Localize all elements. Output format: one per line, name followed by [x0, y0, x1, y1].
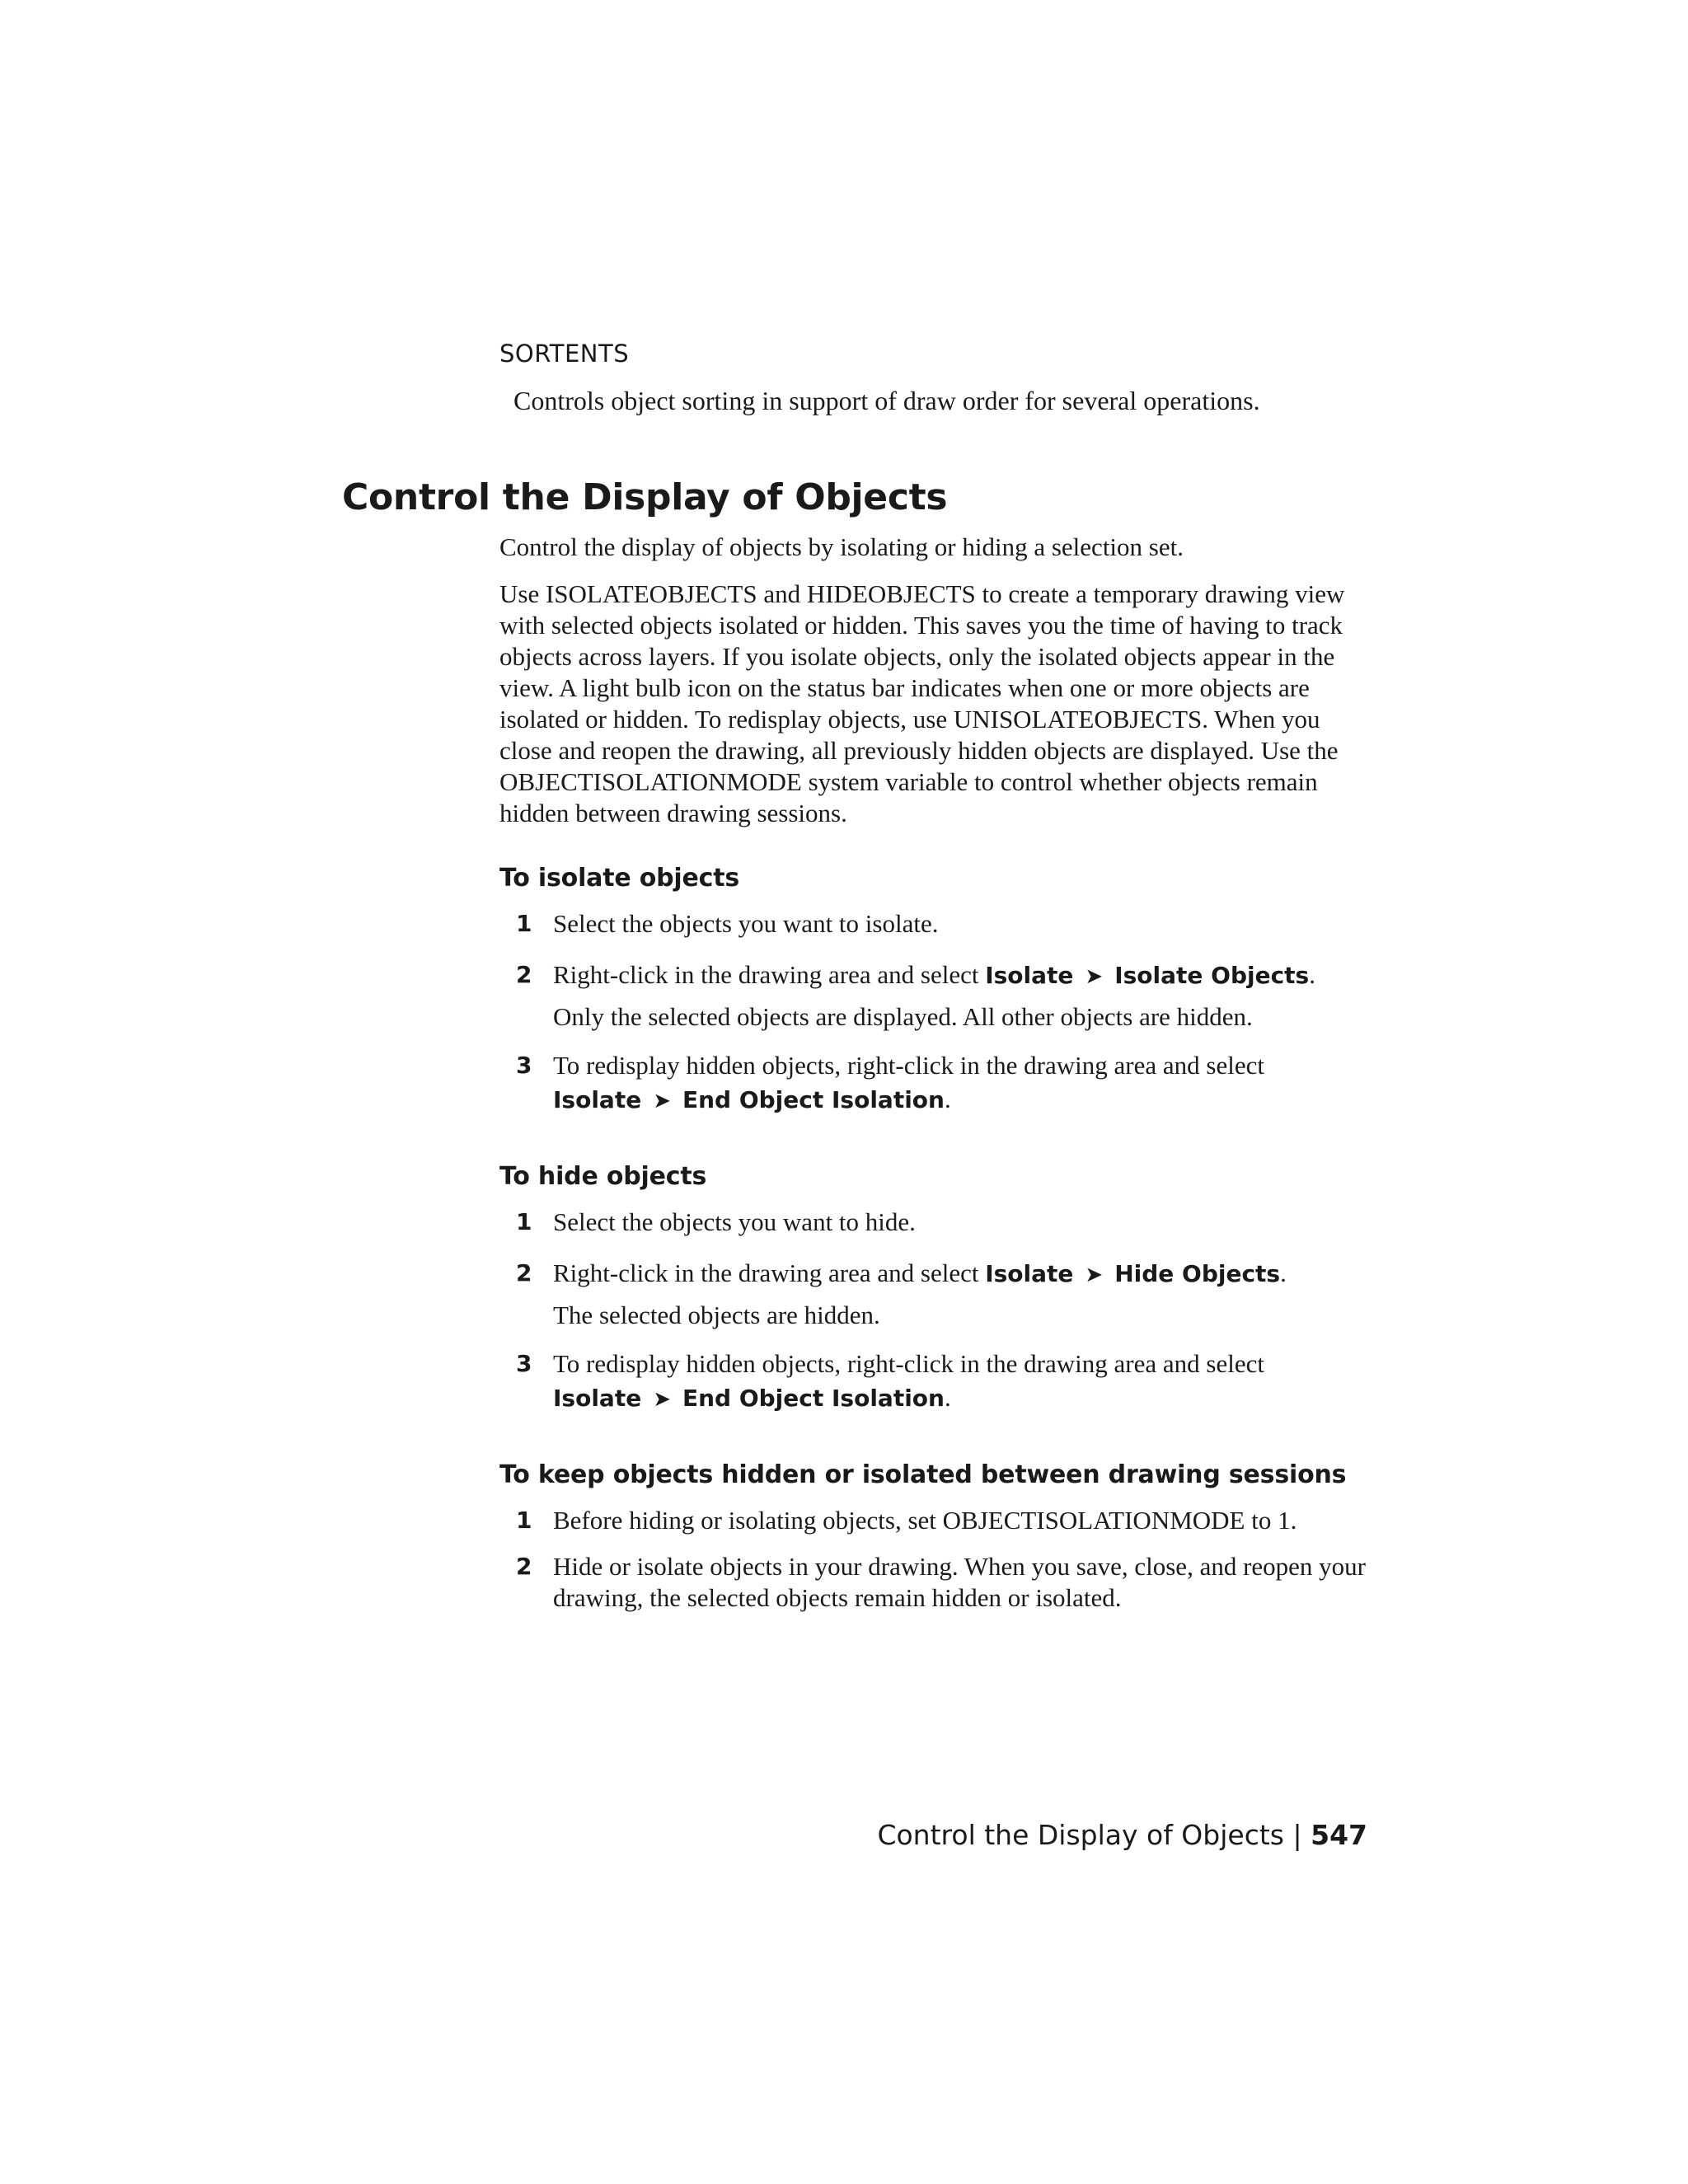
keep-step-1 [499, 1503, 1375, 1537]
sortents-description: Controls object sorting in support of draw order for several operations. [513, 386, 1260, 415]
menu-end-object-isolation: End Object Isolation [682, 1385, 945, 1412]
menu-isolate: Isolate [985, 962, 1074, 989]
step-text [553, 958, 1375, 994]
step-text-prefix: To redisplay hidden objects, right-click in the drawing area and select [553, 1051, 1264, 1080]
footer-separator: | [1292, 1819, 1302, 1851]
step-text [553, 1347, 1375, 1417]
step-number: 3 [516, 1052, 532, 1079]
menu-arrow-icon: ➤ [653, 1387, 671, 1412]
step-number: 2 [516, 1259, 532, 1286]
step-note: The selected objects are hidden. [553, 1301, 880, 1329]
menu-end-object-isolation: End Object Isolation [682, 1086, 945, 1113]
menu-isolate: Isolate [553, 1385, 642, 1412]
step-text-suffix: . [944, 1085, 951, 1113]
step-text-prefix: Right-click in the drawing area and select [553, 960, 986, 989]
step-number: 3 [516, 1350, 532, 1377]
hide-step-3 [499, 1347, 1375, 1417]
step-text: Hide or isolate objects in your drawing. When you save, close, and reopen your drawing, the selected objects remain hidden or isolated. [553, 1552, 1366, 1612]
keep-heading: To keep objects hidden or isolated between drawing sessions [499, 1460, 1347, 1489]
page-number: 547 [1311, 1819, 1367, 1851]
section-title: Control the Display of Objects [342, 476, 948, 518]
hide-step-1 [499, 1205, 1375, 1239]
step-text-prefix: Right-click in the drawing area and select [553, 1258, 986, 1287]
isolate-heading: To isolate objects [499, 864, 740, 893]
hide-heading: To hide objects [499, 1162, 707, 1191]
step-text: Before hiding or isolating objects, set OBJECTISOLATIONMODE to 1. [553, 1506, 1297, 1535]
isolate-step-2 [499, 958, 1375, 1033]
step-number: 1 [516, 1208, 532, 1235]
step-text-suffix: . [944, 1383, 951, 1412]
sortents-term: SORTENTS [499, 340, 630, 368]
step-text-suffix: . [1280, 1258, 1287, 1287]
step-number: 2 [516, 961, 532, 988]
step-number: 1 [516, 1507, 532, 1534]
menu-isolate: Isolate [553, 1086, 642, 1113]
menu-arrow-icon: ➤ [1085, 964, 1104, 989]
step-number: 2 [516, 1553, 532, 1580]
step-text: Select the objects you want to hide. [553, 1207, 916, 1236]
menu-isolate-objects: Isolate Objects [1114, 962, 1310, 989]
menu-arrow-icon: ➤ [1085, 1263, 1104, 1287]
isolate-step-1 [499, 907, 1375, 940]
step-text [553, 1256, 1375, 1292]
step-text: Select the objects you want to isolate. [553, 909, 939, 938]
section-intro: Control the display of objects by isolating or hiding a selection set. [499, 532, 1184, 561]
step-text-prefix: To redisplay hidden objects, right-click in the drawing area and select [553, 1349, 1264, 1378]
step-note: Only the selected objects are displayed. All other objects are hidden. [553, 1002, 1253, 1031]
step-number: 1 [516, 910, 532, 937]
footer-title: Control the Display of Objects [877, 1819, 1284, 1851]
page-footer [877, 1819, 1367, 1851]
keep-step-2 [499, 1551, 1375, 1614]
step-text [553, 1048, 1375, 1118]
menu-isolate: Isolate [985, 1260, 1074, 1287]
menu-arrow-icon: ➤ [653, 1089, 671, 1113]
section-body-paragraph: Use ISOLATEOBJECTS and HIDEOBJECTS to create a temporary drawing view with selected objects isolated or hidden. This saves you the time of having to track objects across layers. If you isolate objects, only the isolated objects appear in the view. A light bulb icon on the status bar indicates when one or more objects are isolated or hidden. To redisplay objects, use UNISOLATEOBJECTS. When you close and reopen the drawing, all previously hidden objects are displayed. Use the OBJECTISOLATIONMODE system variable to control whether objects remain hidden between drawing sessions. [499, 579, 1345, 827]
isolate-step-3 [499, 1048, 1375, 1118]
menu-hide-objects: Hide Objects [1114, 1260, 1281, 1287]
step-text-suffix: . [1309, 960, 1315, 989]
hide-step-2 [499, 1256, 1375, 1332]
